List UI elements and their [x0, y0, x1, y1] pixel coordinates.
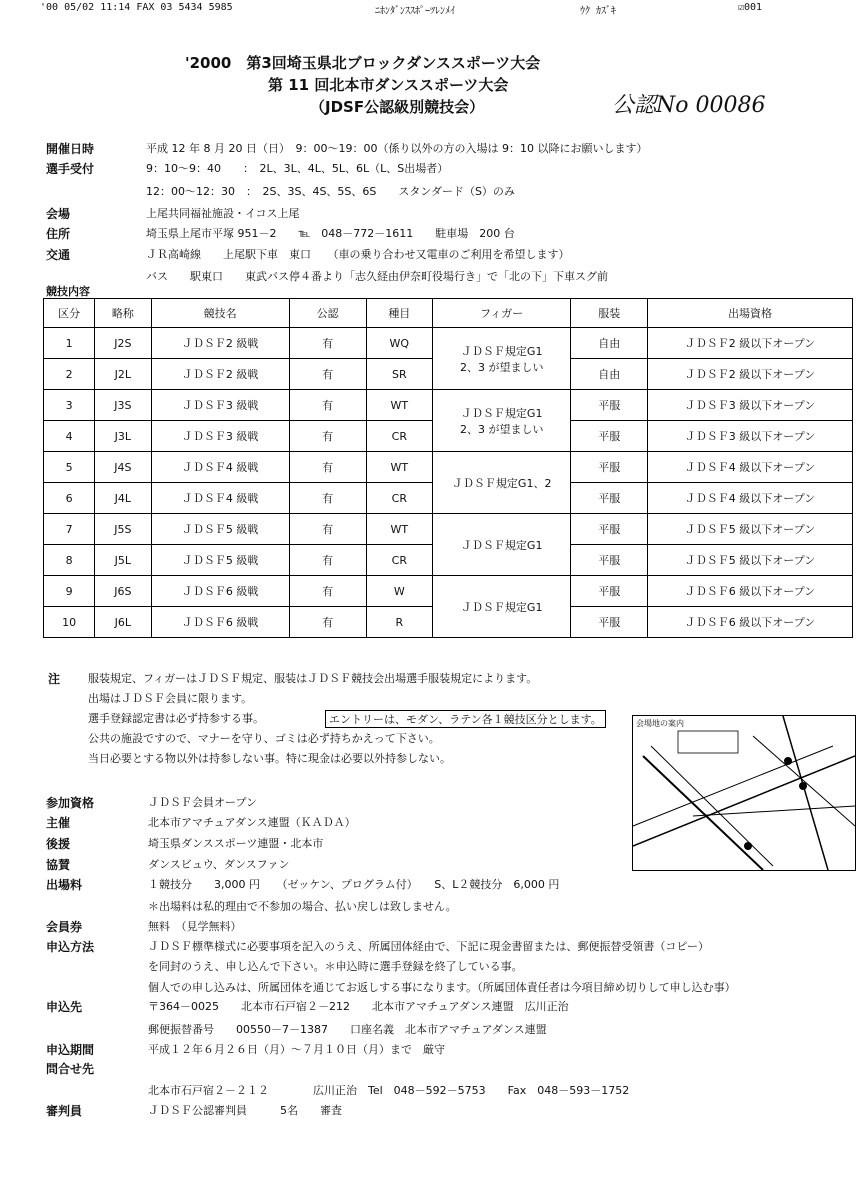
- detail-value: ＊出場料は私的理由で不参加の場合、払い戻しは致しません。: [148, 900, 457, 913]
- cell-official: 有: [289, 421, 366, 452]
- detail-label: 審判員: [46, 1104, 83, 1118]
- cell-official: 有: [289, 545, 366, 576]
- cell-division: 6: [44, 483, 95, 514]
- header-code: 略称: [95, 299, 151, 328]
- cell-official: 有: [289, 359, 366, 390]
- detail-value: 平成１２年６月２６日（月）～７月１０日（月）まで 厳守: [148, 1043, 445, 1056]
- cell-qualification: ＪＤＳＦ2 級以下オープン: [648, 359, 853, 390]
- cell-name: ＪＤＳＦ4 級戦: [151, 452, 289, 483]
- cell-code: J5L: [95, 545, 151, 576]
- cell-official: 有: [289, 514, 366, 545]
- detail-label: 出場料: [46, 878, 83, 892]
- cell-attire: 自由: [571, 328, 648, 359]
- figure-line-1: ＪＤＳＦ規定G1: [460, 406, 543, 420]
- cell-figure: [433, 390, 571, 452]
- table-header-row: [44, 299, 853, 328]
- cell-official: 有: [289, 576, 366, 607]
- note-line: 当日必要とする物以外は持参しない事。特に現金は必要以外持参しない。: [88, 752, 451, 765]
- figure-line-1: ＪＤＳＦ規定G1、2: [451, 476, 552, 490]
- cell-event: CR: [366, 545, 433, 576]
- cell-division: 10: [44, 607, 95, 638]
- detail-label: 会員券: [46, 920, 83, 934]
- cell-attire: 平服: [571, 545, 648, 576]
- detail-value: 北本市石戸宿２－２１２ 広川正治 Tel 048－592－5753 Fax 048－593－1752: [148, 1084, 630, 1097]
- notes-label: 注: [48, 672, 61, 686]
- info-label: 住所: [46, 227, 71, 241]
- info-value: 12：00～12：30 ： 2S、3S、4S、5S、6S スタンダード（S）のみ: [146, 185, 515, 198]
- detail-label: 参加資格: [46, 796, 95, 810]
- cell-code: J2L: [95, 359, 151, 390]
- cell-division: 7: [44, 514, 95, 545]
- cell-attire: 平服: [571, 452, 648, 483]
- header-event: 種目: [366, 299, 433, 328]
- detail-label: 申込先: [46, 1000, 83, 1014]
- cell-official: 有: [289, 483, 366, 514]
- cell-attire: 平服: [571, 483, 648, 514]
- detail-value: ＪＤＳＦ会員オープン: [148, 796, 258, 809]
- cell-qualification: ＪＤＳＦ4 級以下オープン: [648, 483, 853, 514]
- info-label: 選手受付: [46, 162, 95, 176]
- cell-code: J3S: [95, 390, 151, 421]
- map-caption: 会場地の案内: [636, 719, 684, 728]
- table-row: [44, 576, 853, 607]
- title-line-3: （JDSF公認級別競技会）: [310, 98, 485, 116]
- cell-name: ＪＤＳＦ3 級戦: [151, 421, 289, 452]
- cell-qualification: ＪＤＳＦ5 級以下オープン: [648, 545, 853, 576]
- cell-code: J2S: [95, 328, 151, 359]
- cell-name: ＪＤＳＦ5 級戦: [151, 514, 289, 545]
- detail-value: 北本市アマチュアダンス連盟（ＫＡＤＡ）: [148, 816, 356, 829]
- map-drawing-icon: [633, 716, 855, 870]
- figure-line-1: ＪＤＳＦ規定G1: [460, 538, 543, 552]
- detail-value: ＪＤＳＦ標準様式に必要事項を記入のうえ、所属団体経由で、下記に現金書留または、郵便振替受領書（コピー）: [148, 940, 709, 953]
- cell-figure: [433, 328, 571, 390]
- cell-official: 有: [289, 607, 366, 638]
- cell-official: 有: [289, 452, 366, 483]
- cell-code: J5S: [95, 514, 151, 545]
- cell-name: ＪＤＳＦ6 級戦: [151, 607, 289, 638]
- info-value: 上尾共同福祉施設・イコス上尾: [146, 207, 300, 220]
- detail-label: 協賛: [46, 858, 71, 872]
- cell-code: J4L: [95, 483, 151, 514]
- cell-official: 有: [289, 328, 366, 359]
- fax-page: ☑001: [738, 2, 763, 13]
- figure-line-1: ＪＤＳＦ規定G1: [460, 344, 543, 358]
- info-value: 埼玉県上尾市平塚 951－2 ℡ 048－772－1611 駐車場 200 台: [146, 227, 515, 240]
- detail-value: 個人での申し込みは、所属団体を通じてお返しする事になります。（所属団体責任者は今項目締め切りして申し込む事）: [148, 981, 736, 994]
- header-name: 競技名: [151, 299, 289, 328]
- table-section-label: 競技内容: [46, 285, 90, 298]
- cell-name: ＪＤＳＦ6 級戦: [151, 576, 289, 607]
- cell-qualification: ＪＤＳＦ4 級以下オープン: [648, 452, 853, 483]
- title-line-1: '2000 第3回埼玉県北ブロックダンススポーツ大会: [185, 54, 541, 72]
- cell-official: 有: [289, 390, 366, 421]
- detail-label: 問合せ先: [46, 1062, 95, 1076]
- cell-qualification: ＪＤＳＦ6 級以下オープン: [648, 576, 853, 607]
- figure-line-1: ＪＤＳＦ規定G1: [460, 600, 543, 614]
- note-line: 服装規定、フィガーはＪＤＳＦ規定、服装はＪＤＳＦ競技会出場選手服装規定によります。: [88, 672, 538, 685]
- cell-event: CR: [366, 421, 433, 452]
- header-figure: フィガー: [433, 299, 571, 328]
- cell-attire: 平服: [571, 514, 648, 545]
- cell-event: WQ: [366, 328, 433, 359]
- cell-division: 1: [44, 328, 95, 359]
- detail-value: 〒364－0025 北本市石戸宿２－212 北本市アマチュアダンス連盟 広川正治: [148, 1000, 569, 1013]
- fax-datetime: '00 05/02 11:14 FAX 03 5434 5985: [40, 2, 233, 13]
- cell-event: R: [366, 607, 433, 638]
- cell-division: 4: [44, 421, 95, 452]
- cell-attire: 自由: [571, 359, 648, 390]
- detail-label: 後援: [46, 837, 71, 851]
- note-line: 公共の施設ですので、マナーを守り、ゴミは必ず持ちかえって下さい。: [88, 732, 440, 745]
- detail-value: を同封のうえ、申し込んで下さい。＊申込時に選手登録を終了している事。: [148, 960, 523, 973]
- cell-division: 3: [44, 390, 95, 421]
- detail-value: 郵便振替番号 00550－7－1387 口座名義 北本市アマチュアダンス連盟: [148, 1023, 547, 1036]
- cell-code: J3L: [95, 421, 151, 452]
- table-row: [44, 328, 853, 359]
- cell-figure: [433, 576, 571, 638]
- cell-name: ＪＤＳＦ5 級戦: [151, 545, 289, 576]
- cell-code: J4S: [95, 452, 151, 483]
- info-value: ＪＲ高崎線 上尾駅下車 東口 （車の乗り合わせ又電車のご利用を希望します）: [146, 248, 570, 261]
- cell-event: WT: [366, 514, 433, 545]
- cell-division: 5: [44, 452, 95, 483]
- cell-qualification: ＪＤＳＦ6 級以下オープン: [648, 607, 853, 638]
- table-row: [44, 390, 853, 421]
- header-official: 公認: [289, 299, 366, 328]
- table-row: [44, 452, 853, 483]
- title-line-2: 第 11 回北本市ダンススポーツ大会: [268, 76, 509, 94]
- detail-label: 申込期間: [46, 1043, 95, 1057]
- cell-event: W: [366, 576, 433, 607]
- approval-stamp: 公認No 00086: [612, 93, 766, 118]
- entry-rule-box: エントリーは、モダン、ラテン各１競技区分とします。: [325, 710, 606, 728]
- cell-attire: 平服: [571, 421, 648, 452]
- info-label: 開催日時: [46, 142, 95, 156]
- cell-event: WT: [366, 452, 433, 483]
- cell-event: WT: [366, 390, 433, 421]
- detail-label: 申込方法: [46, 940, 95, 954]
- header-attire: 服装: [571, 299, 648, 328]
- cell-name: ＪＤＳＦ2 級戦: [151, 328, 289, 359]
- cell-qualification: ＪＤＳＦ5 級以下オープン: [648, 514, 853, 545]
- cell-event: SR: [366, 359, 433, 390]
- cell-attire: 平服: [571, 576, 648, 607]
- fax-sender: ﾆﾎﾝﾀﾞﾝｽｽﾎﾟｰﾂﾚﾝﾒｲ: [375, 6, 455, 17]
- cell-event: CR: [366, 483, 433, 514]
- figure-line-2: 2、3 が望ましい: [459, 422, 544, 436]
- fax-receiver: ｳｸ ｶｽﾞｷ: [580, 6, 617, 17]
- detail-value: １競技分 3,000 円 （ゼッケン、プログラム付） S、L２競技分 6,000 円: [148, 878, 560, 891]
- cell-division: 2: [44, 359, 95, 390]
- cell-name: ＪＤＳＦ3 級戦: [151, 390, 289, 421]
- detail-value: ＪＤＳＦ公認審判員 5名 審査: [148, 1104, 342, 1117]
- note-line: 選手登録認定書は必ず持参する事。: [88, 712, 264, 725]
- cell-figure: [433, 452, 571, 514]
- cell-code: J6S: [95, 576, 151, 607]
- detail-value: 無料 （見学無料）: [148, 920, 242, 933]
- cell-attire: 平服: [571, 390, 648, 421]
- cell-qualification: ＪＤＳＦ3 級以下オープン: [648, 421, 853, 452]
- header-qualification: 出場資格: [648, 299, 853, 328]
- cell-division: 9: [44, 576, 95, 607]
- cell-name: ＪＤＳＦ2 級戦: [151, 359, 289, 390]
- figure-line-2: 2、3 が望ましい: [459, 360, 544, 374]
- cell-qualification: ＪＤＳＦ2 級以下オープン: [648, 328, 853, 359]
- note-line: 出場はＪＤＳＦ会員に限ります。: [88, 692, 253, 705]
- info-value: 平成 12 年 8 月 20 日（日） 9：00～19：00（係り以外の方の入場は 9：10 以降にお願いします）: [146, 142, 648, 155]
- info-label: 交通: [46, 248, 71, 262]
- cell-division: 8: [44, 545, 95, 576]
- cell-code: J6L: [95, 607, 151, 638]
- info-label: 会場: [46, 207, 71, 221]
- cell-attire: 平服: [571, 607, 648, 638]
- header-division: 区分: [44, 299, 95, 328]
- cell-name: ＪＤＳＦ4 級戦: [151, 483, 289, 514]
- venue-map: [632, 715, 856, 871]
- detail-value: 埼玉県ダンススポーツ連盟・北本市: [148, 837, 324, 850]
- table-row: [44, 514, 853, 545]
- cell-figure: [433, 514, 571, 576]
- info-value: バス 駅東口 東武バス停４番より「志久経由伊奈町役場行き」で「北の下」下車スグ前: [146, 270, 608, 283]
- cell-qualification: ＪＤＳＦ3 級以下オープン: [648, 390, 853, 421]
- detail-label: 主催: [46, 816, 71, 830]
- detail-value: ダンスビュウ、ダンスファン: [148, 858, 290, 871]
- competition-table: [43, 298, 853, 638]
- info-value: 9：10～9：40 ： 2L、3L、4L、5L、6L（L、S出場者）: [146, 162, 449, 175]
